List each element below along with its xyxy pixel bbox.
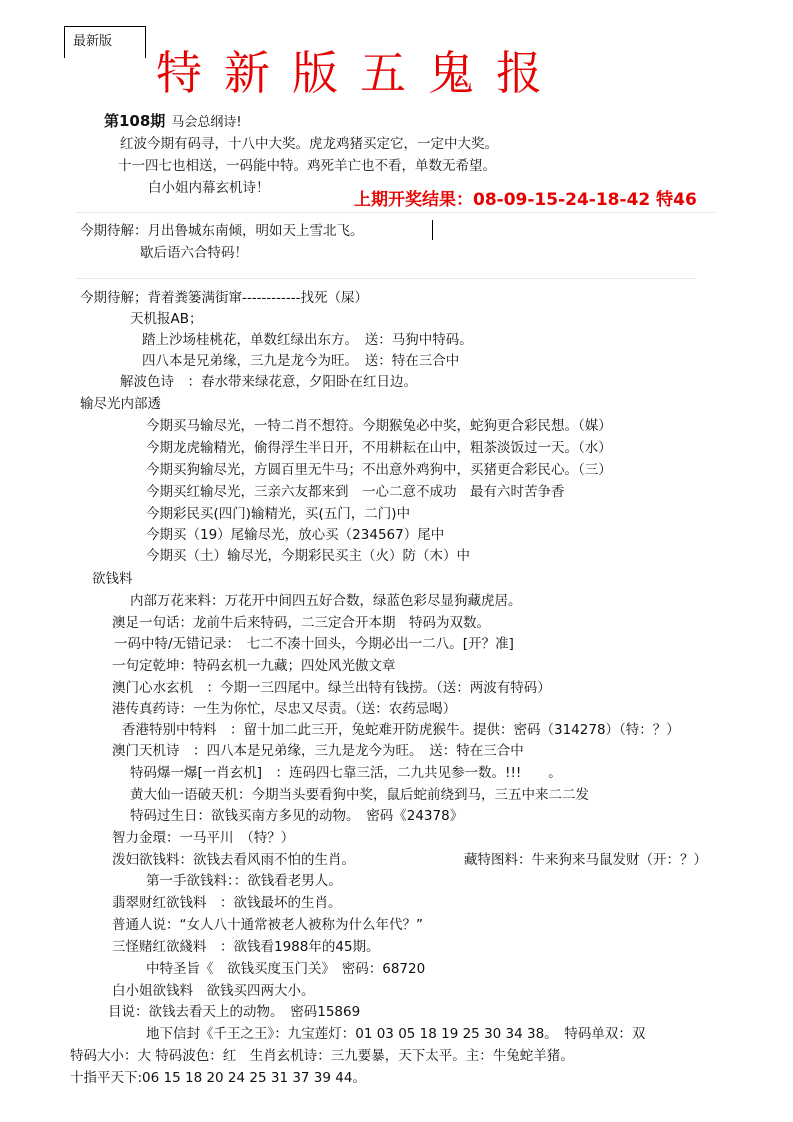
text-line: 澳门心水玄机 ：今期一三四尾中。绿兰出特有钱捞。（送：两波有特码）	[112, 680, 551, 696]
text-line: 地下信封《千王之王》：九宝莲灯：01 03 05 18 19 25 30 34 38。 特码单双：双	[146, 1026, 646, 1042]
text-line: 白小姐欲钱料 欲钱买四两大小。	[112, 983, 315, 999]
text-line: 泼妇欲钱料：欲钱去看风雨不怕的生肖。	[112, 852, 355, 868]
text-line: 踏上沙场桂桃花，单数红绿出东方。 送：马狗中特码。	[142, 332, 473, 348]
text-line: 普通人说：“女人八十通常被老人被称为什么年代？”	[112, 917, 423, 933]
text-line: 解波色诗 ：春水带来绿花意，夕阳卧在红日边。	[120, 374, 417, 390]
text-line: 十一四七也相送，一码能中特。鸡死羊亡也不看，单数无希望。	[118, 158, 496, 174]
edition-label-box	[64, 26, 146, 58]
text-line: 四八本是兄弟缘，三九是龙今为旺。 送：特在三合中	[142, 353, 460, 369]
text-line: 今期龙虎输精光，偷得浮生半日开，不用耕耘在山中，粗茶淡饭过一天。（水）	[146, 440, 612, 456]
divider	[76, 278, 696, 279]
text-line: 澳门天机诗 ：四八本是兄弟缘，三九是龙今为旺。 送：特在三合中	[112, 743, 524, 759]
text-line: 今期待解；背着粪篓满街窜------------找死（屎）	[80, 290, 368, 306]
text-line: 天机报AB；	[130, 311, 203, 327]
issue-subtitle: 马会总纲诗!	[171, 115, 242, 130]
text-line: 翡翠财红欲钱料 ：欲钱最坏的生肖。	[112, 895, 342, 911]
text-line: 黄大仙一语破天机：今期当头要看狗中奖，鼠后蛇前绕到马，三五中来二二发	[130, 787, 589, 803]
text-line: 一句定乾坤：特码玄机一九藏；四处风光傲文章	[112, 658, 396, 674]
text-line: 港传真药诗：一生为你忙，尽忠又尽责。（送：农药忌喝）	[112, 701, 457, 717]
text-line: 第一手欲钱料：：欲钱看老男人。	[146, 873, 342, 889]
text-line: 中特圣旨《 欲钱买度玉门关》 密码：68720	[146, 961, 426, 977]
text-line: 澳足一句话：龙前牛后来特码，二三定合开本期 特码为双数。	[112, 615, 490, 631]
text-line: 歇后语六合特码！	[140, 245, 248, 261]
text-line: 三怪赌红欲綫料 ：欲钱看1988年的45期。	[112, 939, 380, 955]
text-line: 香港特别中特料 ：留十加二此三开，兔蛇难开防虎猴牛。提供：密码（314278）（特：？）	[122, 722, 680, 738]
text-line: 藏特图料：牛来狗来马鼠发财（开：？）	[464, 852, 707, 868]
text-line: 今期买狗输尽光，方圆百里无牛马；不出意外鸡狗中，买猪更合彩民心。（三）	[146, 462, 612, 478]
text-cursor	[432, 220, 433, 240]
text-line: 今期彩民买(四门)输精光，买(五门，二门)中	[146, 506, 411, 522]
text-line: 今期买红输尽光，三亲六友都来到 一心二意不成功 最有六时苦争香	[146, 484, 565, 500]
text-line: 红波今期有码寻，十八中大奖。虎龙鸡猪买定它，一定中大奖。	[120, 136, 498, 152]
text-line: 一码中特/无错记录： 七二不凑十回头，今期必出一二八。[开？准]	[114, 636, 514, 652]
text-line: 目说：欲钱去看天上的动物。 密码15869	[108, 1004, 361, 1020]
text-line: 特码爆一爆[一肖玄机] ：连码四七靠三活，二九共见参一数。!!! 。	[130, 765, 562, 781]
text-line: 欲钱料	[92, 571, 133, 587]
text-line: 特码过生日：欲钱买南方多见的动物。 密码《24378》	[130, 808, 464, 824]
divider	[76, 212, 716, 213]
text-line: 智力金環：一马平川 （特？）	[112, 830, 295, 846]
last-draw-result: 上期开奖结果：08-09-15-24-18-42 特46	[354, 190, 697, 210]
edition-label: 最新版	[73, 34, 113, 49]
text-line: 今期买（19）尾输尽光，放心买（234567）尾中	[146, 527, 445, 543]
text-line: 内部万花来料：万花开中间四五好合数，绿蓝色彩尽显狗藏虎居。	[130, 593, 522, 609]
page-title: 特新版五鬼报	[156, 46, 564, 100]
text-line: 今期待解：月出鲁城东南倾，明如天上雪北飞。	[80, 223, 364, 239]
text-line: 今期买（土）输尽光，今期彩民买主（火）防（木）中	[146, 548, 470, 564]
text-line: 十指平天下:06 15 18 20 24 25 31 37 39 44。	[70, 1070, 366, 1086]
text-line: 特码大小：大 特码波色：红 生肖玄机诗：三九要暴，天下太平。主：牛兔蛇羊猪。	[70, 1048, 574, 1064]
issue-heading	[104, 110, 242, 131]
text-line: 白小姐内幕玄机诗！	[148, 180, 270, 196]
text-line: 今期买马输尽光，一特二肖不想符。今期猴兔必中奖，蛇狗更合彩民想。（媒）	[146, 418, 612, 434]
issue-number: 第108期	[104, 112, 166, 130]
text-line: 输尽光内部透	[80, 396, 161, 412]
